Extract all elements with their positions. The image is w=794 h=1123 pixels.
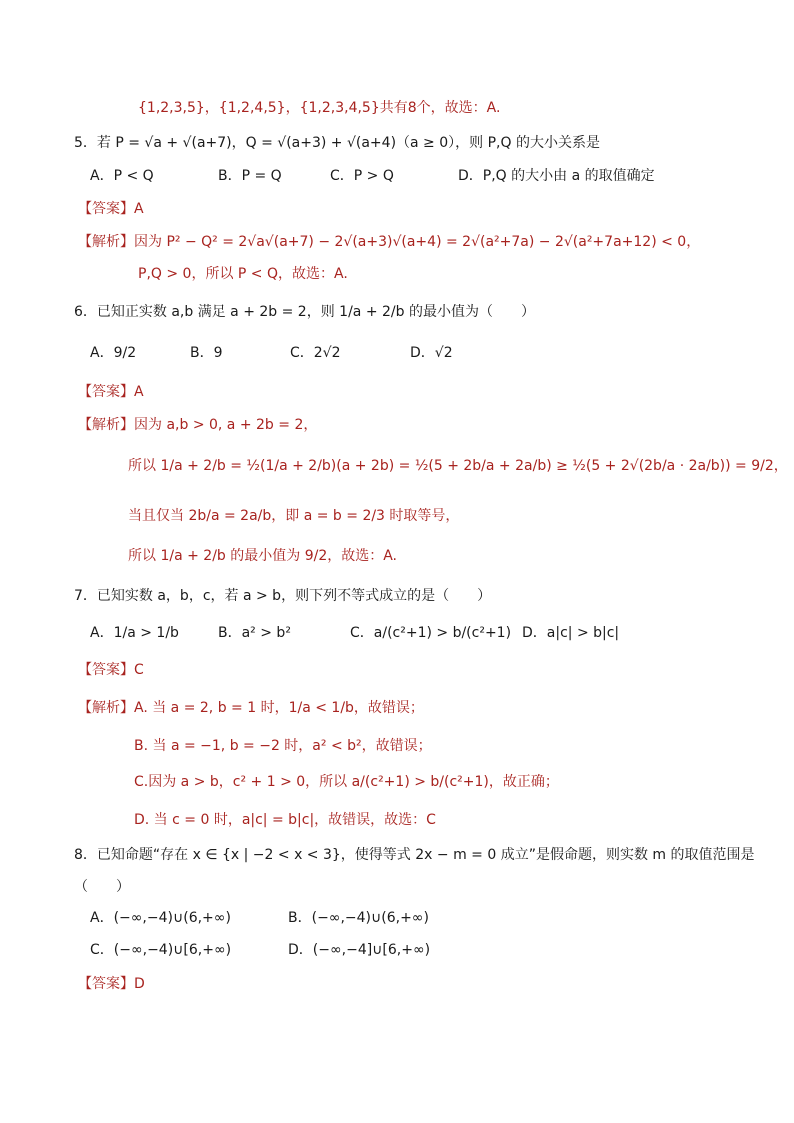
q6-option-a: A．9/2 bbox=[90, 345, 137, 361]
q5-option-c: C．P > Q bbox=[330, 168, 394, 184]
q8-option-a: A．(−∞,−4)∪(6,+∞) bbox=[90, 910, 231, 926]
q8-stem-line1: 8．已知命题“存在 x ∈ {x | −2 < x < 3}，使得等式 2x − m = 0 成立”是假命题，则实数 m 的取值范围是 bbox=[74, 847, 755, 863]
q7-explanation-line2: B. 当 a = −1, b = −2 时，a² < b²，故错误； bbox=[134, 738, 432, 754]
q5-answer: 【答案】A bbox=[78, 201, 144, 217]
q6-option-c: C．2√2 bbox=[290, 345, 341, 361]
q8-option-c: C．(−∞,−4)∪[6,+∞) bbox=[90, 942, 232, 958]
q5-explanation-line1: 【解析】因为 P² − Q² = 2√a√(a+7) − 2√(a+3)√(a+4) = 2√(a²+7a) − 2√(a²+7a+12) < 0， bbox=[78, 234, 701, 250]
q7-option-d: D．a|c| > b|c| bbox=[522, 625, 620, 641]
q7-option-b: B．a² > b² bbox=[218, 625, 291, 641]
q7-explanation-line3: C.因为 a > b，c² + 1 > 0，所以 a/(c²+1) > b/(c²+1)，故正确； bbox=[134, 774, 559, 790]
q7-option-c: C．a/(c²+1) > b/(c²+1) bbox=[350, 625, 512, 641]
q8-answer: 【答案】D bbox=[78, 976, 145, 992]
q7-explanation-line4: D. 当 c = 0 时，a|c| = b|c|，故错误，故选：C bbox=[134, 812, 436, 828]
q6-stem: 6．已知正实数 a,b 满足 a + 2b = 2，则 1/a + 2/b 的最小值为（ ） bbox=[74, 304, 535, 320]
q7-stem: 7．已知实数 a，b，c，若 a > b，则下列不等式成立的是（ ） bbox=[74, 588, 492, 604]
q6-answer: 【答案】A bbox=[78, 384, 144, 400]
q5-explanation-line2: P,Q > 0，所以 P < Q，故选：A. bbox=[138, 266, 348, 282]
q5-option-b: B．P = Q bbox=[218, 168, 282, 184]
q5-option-a: A．P < Q bbox=[90, 168, 154, 184]
q8-option-d: D．(−∞,−4]∪[6,+∞) bbox=[288, 942, 431, 958]
q6-explanation-line1: 【解析】因为 a,b > 0, a + 2b = 2， bbox=[78, 417, 318, 433]
q4-explanation-tail: {1,2,3,5}，{1,2,4,5}，{1,2,3,4,5}共有8个，故选：A. bbox=[138, 100, 501, 116]
q7-option-a: A．1/a > 1/b bbox=[90, 625, 179, 641]
q6-explanation-line3: 当且仅当 2b/a = 2a/b，即 a = b = 2/3 时取等号， bbox=[128, 508, 460, 524]
q8-option-b: B．(−∞,−4)∪(6,+∞) bbox=[288, 910, 429, 926]
q7-explanation-line1: 【解析】A. 当 a = 2, b = 1 时，1/a < 1/b，故错误； bbox=[78, 700, 424, 716]
q6-explanation-line2: 所以 1/a + 2/b = ½(1/a + 2/b)(a + 2b) = ½(5 + 2b/a + 2a/b) ≥ ½(5 + 2√(2b/a · 2a/b)) = 9/2， bbox=[128, 458, 788, 474]
q6-option-b: B．9 bbox=[190, 345, 223, 361]
q6-option-d: D．√2 bbox=[410, 345, 453, 361]
q6-explanation-line4: 所以 1/a + 2/b 的最小值为 9/2，故选：A. bbox=[128, 548, 398, 564]
q5-stem: 5．若 P = √a + √(a+7)，Q = √(a+3) + √(a+4)（a ≥ 0），则 P,Q 的大小关系是 bbox=[74, 135, 600, 151]
q8-stem-line2: （ ） bbox=[74, 879, 130, 895]
q7-answer: 【答案】C bbox=[78, 662, 144, 678]
q5-option-d: D．P,Q 的大小由 a 的取值确定 bbox=[458, 168, 655, 184]
